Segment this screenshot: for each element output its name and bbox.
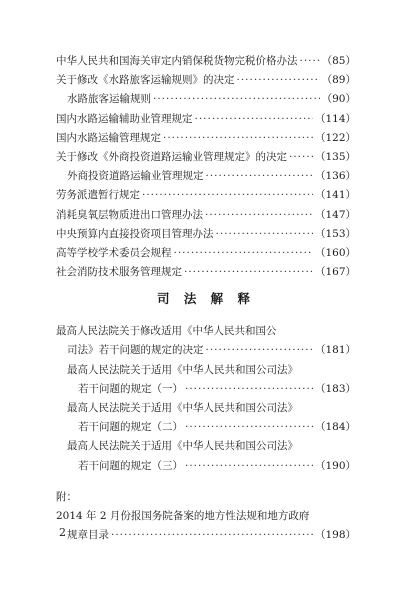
toc-entry-page: （147） <box>314 208 356 221</box>
toc-entry-page: （167） <box>314 266 356 279</box>
dot-leader <box>153 90 320 109</box>
dot-leader <box>289 148 313 167</box>
toc-entry-title: 若干问题的规定（三） <box>78 459 183 472</box>
spacer <box>56 476 356 488</box>
toc-entry-page: （122） <box>314 131 356 144</box>
toc-entry-title: 若干问题的规定（二） <box>78 421 183 434</box>
toc-entry-title: 最高人民法院关于修改适用《中华人民共和国公 <box>56 325 277 338</box>
toc-entry <box>56 186 356 205</box>
dot-leader <box>237 71 320 90</box>
toc-entry-page: （181） <box>314 344 356 357</box>
dot-leader <box>195 110 313 129</box>
toc-entry-page: （136） <box>314 170 356 183</box>
toc-entry-title: 消耗臭氧层物质进出口管理办法 <box>56 208 203 221</box>
toc-entry-title: 外商投资道路运输业管理规定 <box>67 170 204 183</box>
dot-leader <box>184 263 313 282</box>
dot-leader <box>206 167 313 186</box>
toc-entry-page: （135） <box>314 150 356 163</box>
toc-entry <box>56 437 356 456</box>
toc-entry <box>56 129 356 148</box>
toc-entry-title: 司法》若干问题的规定的决定 <box>67 344 204 357</box>
dot-leader <box>185 457 313 476</box>
toc-entry-title: 中央预算内直接投资项目管理办法 <box>56 227 214 240</box>
appendix-label: 附： <box>56 490 77 503</box>
toc-entry <box>56 263 356 282</box>
toc-entry-continuation <box>56 457 356 476</box>
toc-entry-title: 2014 年 2 月份报国务院备案的地方性法规和地方政府 <box>56 509 310 522</box>
toc-entry-page: （160） <box>314 246 356 259</box>
section-title-judicial-interpretation: 司 法 解 释 <box>156 291 256 307</box>
toc-entry-page: （85） <box>321 55 356 67</box>
toc-entry-continuation <box>56 380 356 399</box>
toc-entry <box>56 71 356 90</box>
toc-entry-page: （90） <box>321 93 356 106</box>
toc-entry-title: 社会消防技术服务管理规定 <box>56 266 182 279</box>
toc-entry <box>56 322 356 341</box>
toc-entry-title: 最高人民法院关于适用《中华人民共和国公司法》 <box>67 440 298 453</box>
toc-entry-page: （184） <box>314 421 356 434</box>
toc-entry <box>56 148 356 167</box>
toc-entry-title: 关于修改《外商投资道路运输业管理规定》的决定 <box>56 150 287 163</box>
toc-entry-title: 劳务派遣暂行规定 <box>56 189 140 202</box>
appendix <box>56 488 356 546</box>
dot-leader <box>205 206 313 225</box>
toc-entry-title: 规章目录 <box>67 529 109 542</box>
toc-entry-title: 水路旅客运输规则 <box>67 93 151 106</box>
toc-entry <box>56 225 356 244</box>
toc-entry <box>56 52 356 71</box>
toc-entry <box>56 110 356 129</box>
toc-entry-title: 关于修改《水路旅客运输规则》的决定 <box>56 74 235 87</box>
toc-entry-title: 最高人民法院关于适用《中华人民共和国公司法》 <box>67 363 298 376</box>
toc-entry-page: （153） <box>314 227 356 240</box>
dot-leader <box>174 244 313 263</box>
dot-leader <box>142 186 313 205</box>
dot-leader <box>300 52 320 71</box>
dot-leader <box>216 225 313 244</box>
toc-entry-page: （89） <box>321 74 356 87</box>
table-of-contents <box>56 52 356 545</box>
toc-entry <box>56 244 356 263</box>
toc-entry-title: 最高人民法院关于适用《中华人民共和国公司法》 <box>67 402 298 414</box>
toc-entry <box>56 206 356 225</box>
dot-leader <box>185 380 313 399</box>
toc-entry-title: 若干问题的规定（一） <box>78 382 183 395</box>
dot-leader <box>185 418 313 437</box>
toc-entry-continuation <box>56 526 356 545</box>
toc-entry-page: （114） <box>314 112 356 125</box>
toc-entry <box>56 399 356 418</box>
toc-entry-page: （190） <box>314 459 356 472</box>
toc-entry-title: 高等学校学术委员会规程 <box>56 246 172 259</box>
page-number: 2 <box>59 526 66 539</box>
toc-entry <box>56 167 356 186</box>
toc-entry-continuation <box>56 341 356 360</box>
toc-entry-title: 国内水路运输辅助业管理规定 <box>56 112 193 125</box>
toc-entry-title: 中华人民共和国海关审定内销保税货物完税价格办法 <box>56 55 298 67</box>
judicial-entries <box>56 322 356 476</box>
toc-entry <box>56 361 356 380</box>
dot-leader <box>163 129 313 148</box>
dot-leader <box>111 526 313 545</box>
toc-entry <box>56 507 356 526</box>
dot-leader <box>206 341 313 360</box>
toc-entry-continuation <box>56 418 356 437</box>
toc-entry <box>56 90 356 109</box>
toc-entry-page: （183） <box>314 382 356 395</box>
toc-entry-page: （141） <box>314 189 356 202</box>
toc-entry-page: （198） <box>314 529 356 542</box>
toc-entries <box>56 52 356 282</box>
toc-entry-title: 国内水路运输管理规定 <box>56 131 161 144</box>
